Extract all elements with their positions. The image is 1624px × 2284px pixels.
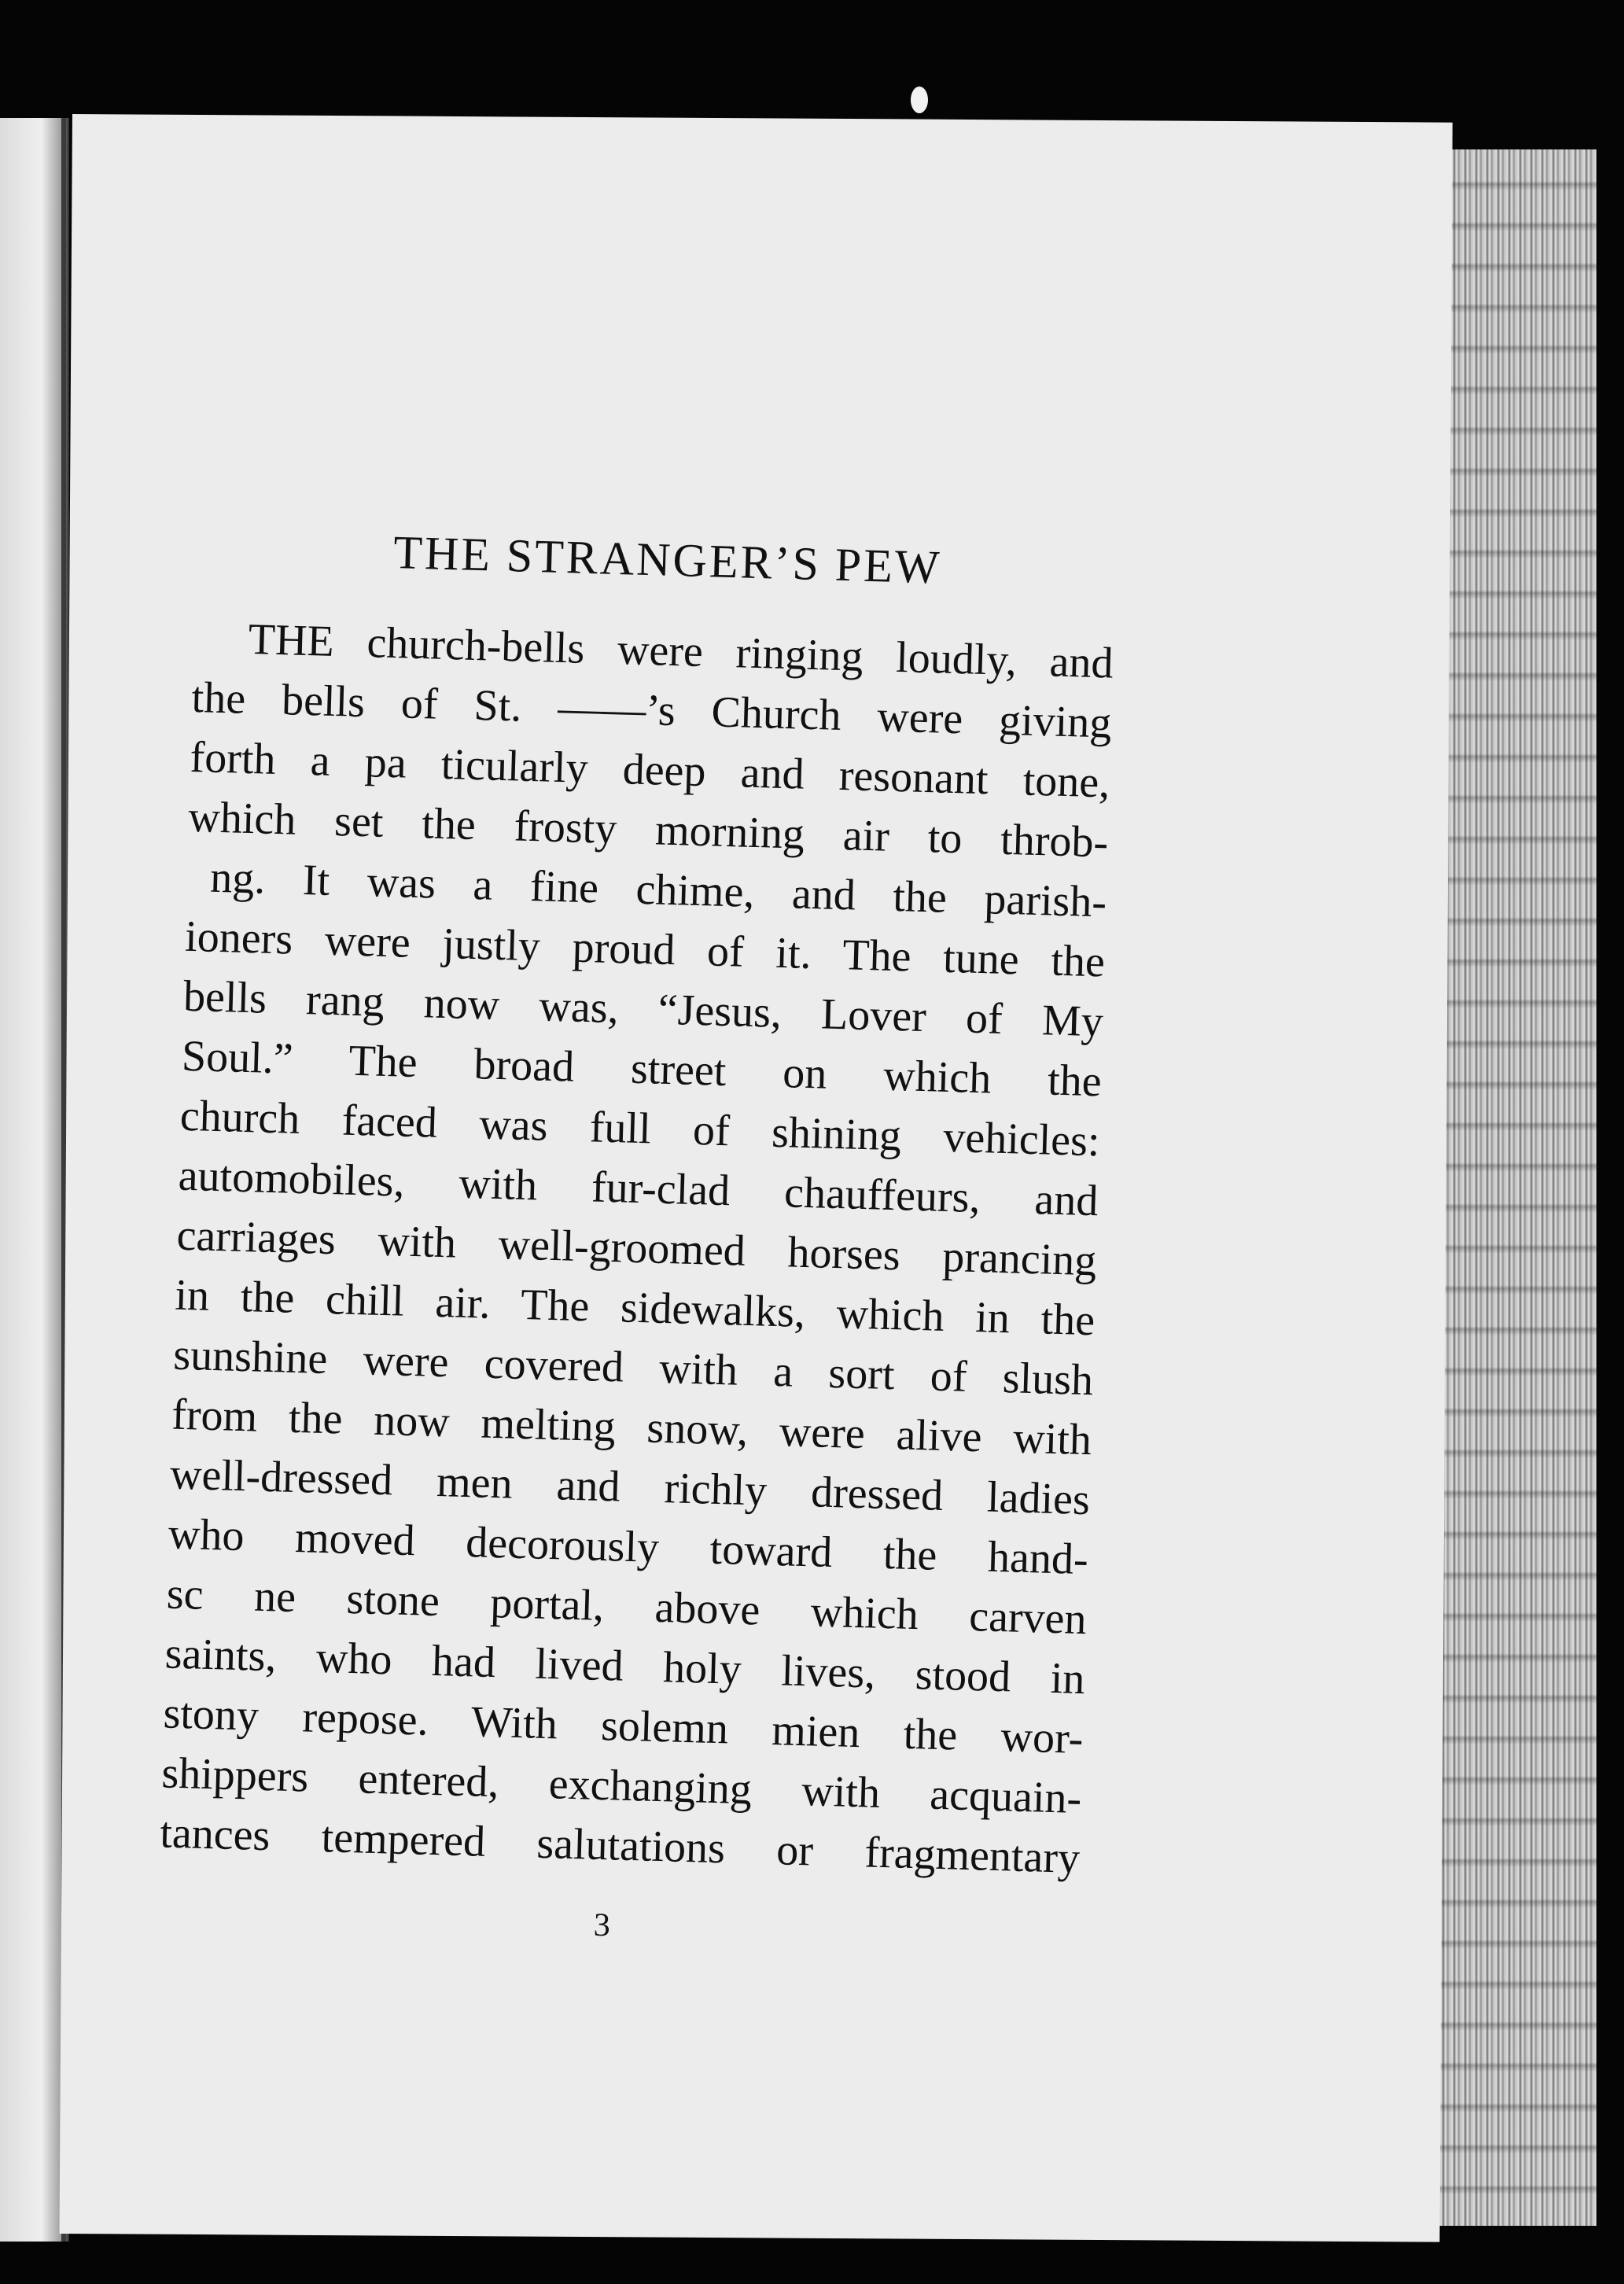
text-line: stony repose. With solemn mien the wor- <box>162 1689 1085 1764</box>
text-line: in the chill air. The sidewalks, which in the <box>174 1270 1096 1346</box>
page-number: 3 <box>593 1906 611 1944</box>
text-line: carriages with well-groomed horses prancing <box>175 1210 1098 1286</box>
facing-page-edge <box>0 118 69 2242</box>
text-line: Soul.” The broad street on which the <box>181 1031 1103 1107</box>
text-line: the bells of St. ——’s Church were giving <box>190 672 1113 748</box>
fore-edge-pages <box>1439 149 1596 2226</box>
text-line: saints, who had lived holy lives, stood in <box>164 1629 1086 1704</box>
binding-mark <box>911 87 928 113</box>
text-line: automobiles, with fur-clad chauffeurs, and <box>177 1151 1099 1226</box>
text-line: ioners were justly proud of it. The tune the <box>184 912 1106 987</box>
text-line: well-dressed men and richly dressed ladies <box>169 1450 1091 1525</box>
body-text <box>159 608 1114 1888</box>
text-line: sunshine were covered with a sort of slush <box>172 1330 1094 1405</box>
text-line: shippers entered, exchanging with acquain- <box>160 1748 1083 1824</box>
text-block <box>157 523 1117 1958</box>
text-line: THE church-bells were ringing loudly, and <box>248 614 1114 688</box>
text-line: tances tempered salutations or fragmentary <box>159 1808 1081 1884</box>
text-line: who moved decorously toward the hand- <box>168 1509 1089 1585</box>
text-line: which set the frosty morning air to throb- <box>187 792 1109 868</box>
text-line: bells rang now was, “Jesus, Lover of My <box>182 971 1104 1047</box>
text-line: sc ne stone portal, above which carven <box>166 1569 1088 1645</box>
text-line: forth a pa ticularly deep and resonant tone, <box>189 732 1111 808</box>
text-line: from the now melting snow, were alive with <box>171 1390 1092 1465</box>
text-line: church faced was full of shining vehicles: <box>179 1091 1101 1166</box>
text-line: ng. It was a fine chime, and the parish- <box>209 853 1107 927</box>
chapter-title: THE STRANGER’S PEW <box>392 526 943 594</box>
